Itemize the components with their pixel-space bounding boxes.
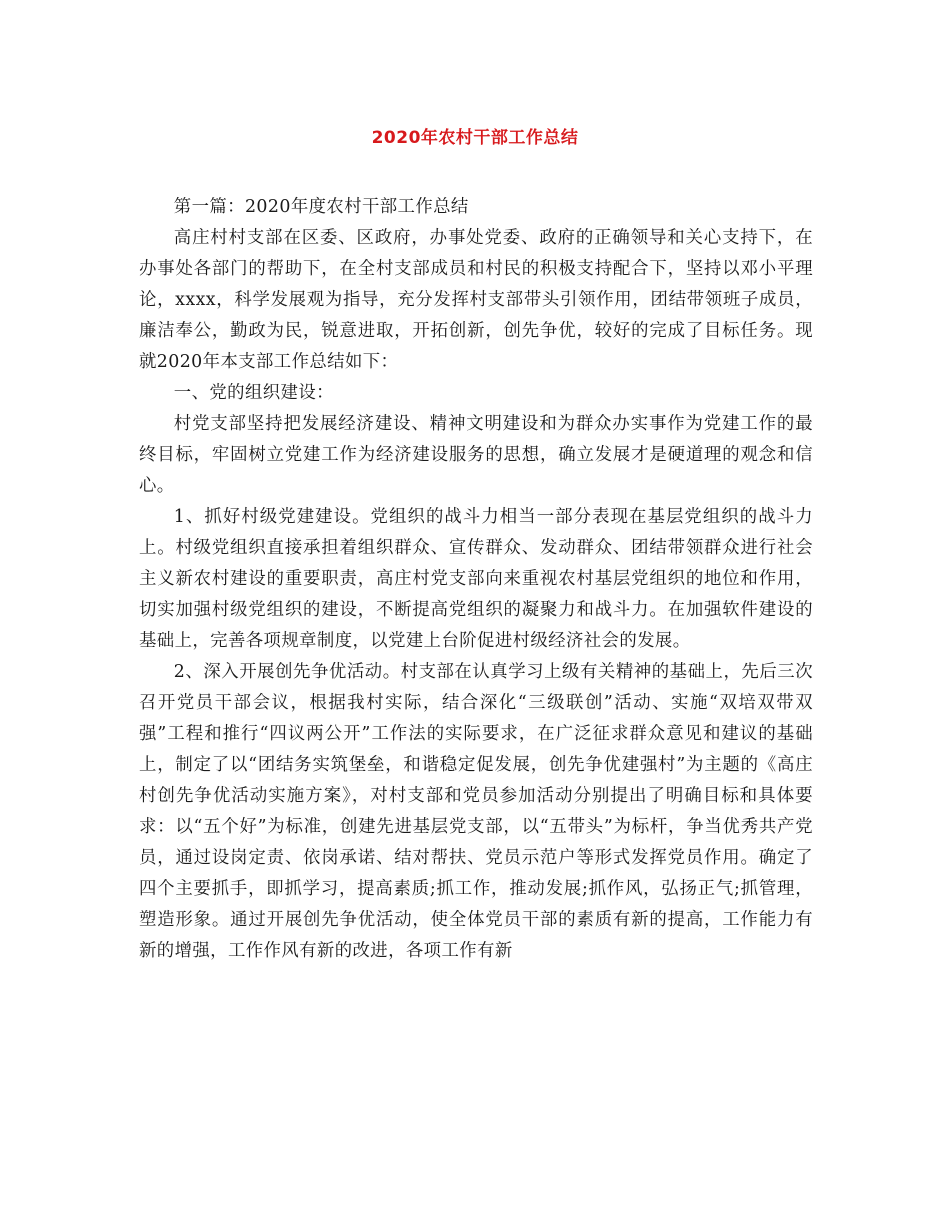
paragraph: 2、深入开展创先争优活动。村支部在认真学习上级有关精神的基础上，先后三次召开党员干部会议，根据我村实际，结合深化“三级联创”活动、实施“双培双带双强”工程和推行“四议两公开”工作法的实际要求，在广泛征求群众意见和建议的基础上，制定了以“团结务实筑堡垒，和谐稳定促发展，创先争优建强村”为主题的《高庄村创先争优活动实施方案》，对村支部和党员参加活动分别提出了明确目标和具体要求：以“五个好”为标准，创建先进基层党支部，以“五带头”为标杆，争当优秀共产党员，通过设岗定责、依岗承诺、结对帮扶、党员示范户等形式发挥党员作用。确定了四个主要抓手，即抓学习，提高素质;抓工作，推动发展;抓作风，弘扬正气;抓管理，塑造形象。通过开展创先争优活动，使全体党员干部的素质有新的提高，工作能力有新的增强，工作作风有新的改进，各项工作有新 [139, 662, 813, 961]
paragraph: 村党支部坚持把发展经济建设、精神文明建设和为群众办实事作为党建工作的最终目标，牢固树立党建工作为经济建设服务的思想，确立发展才是硬道理的观念和信心。 [139, 414, 813, 496]
document-body [139, 192, 813, 967]
subsection-heading: 一、党的组织建设： [173, 383, 334, 403]
section-heading: 第一篇：2020年度农村干部工作总结 [173, 197, 469, 217]
paragraph: 1、抓好村级党建建设。党组织的战斗力相当一部分表现在基层党组织的战斗力上。村级党组织直接承担着组织群众、宣传群众、发动群众、团结带领群众进行社会主义新农村建设的重要职责，高庄村党支部向来重视农村基层党组织的地位和作用，切实加强村级党组织的建设，不断提高党组织的凝聚力和战斗力。在加强软件建设的基础上，完善各项规章制度，以党建上台阶促进村级经济社会的发展。 [139, 507, 813, 651]
paragraph: 高庄村村支部在区委、区政府，办事处党委、政府的正确领导和关心支持下，在办事处各部门的帮助下，在全村支部成员和村民的积极支持配合下，坚持以邓小平理论，xxxx，科学发展观为指导，充分发挥村支部带头引领作用，团结带领班子成员，廉洁奉公，勤政为民，锐意进取，开拓创新，创先争优，较好的完成了目标任务。现就2020年本支部工作总结如下： [139, 228, 813, 372]
document-title: 2020年农村干部工作总结 [371, 128, 579, 148]
